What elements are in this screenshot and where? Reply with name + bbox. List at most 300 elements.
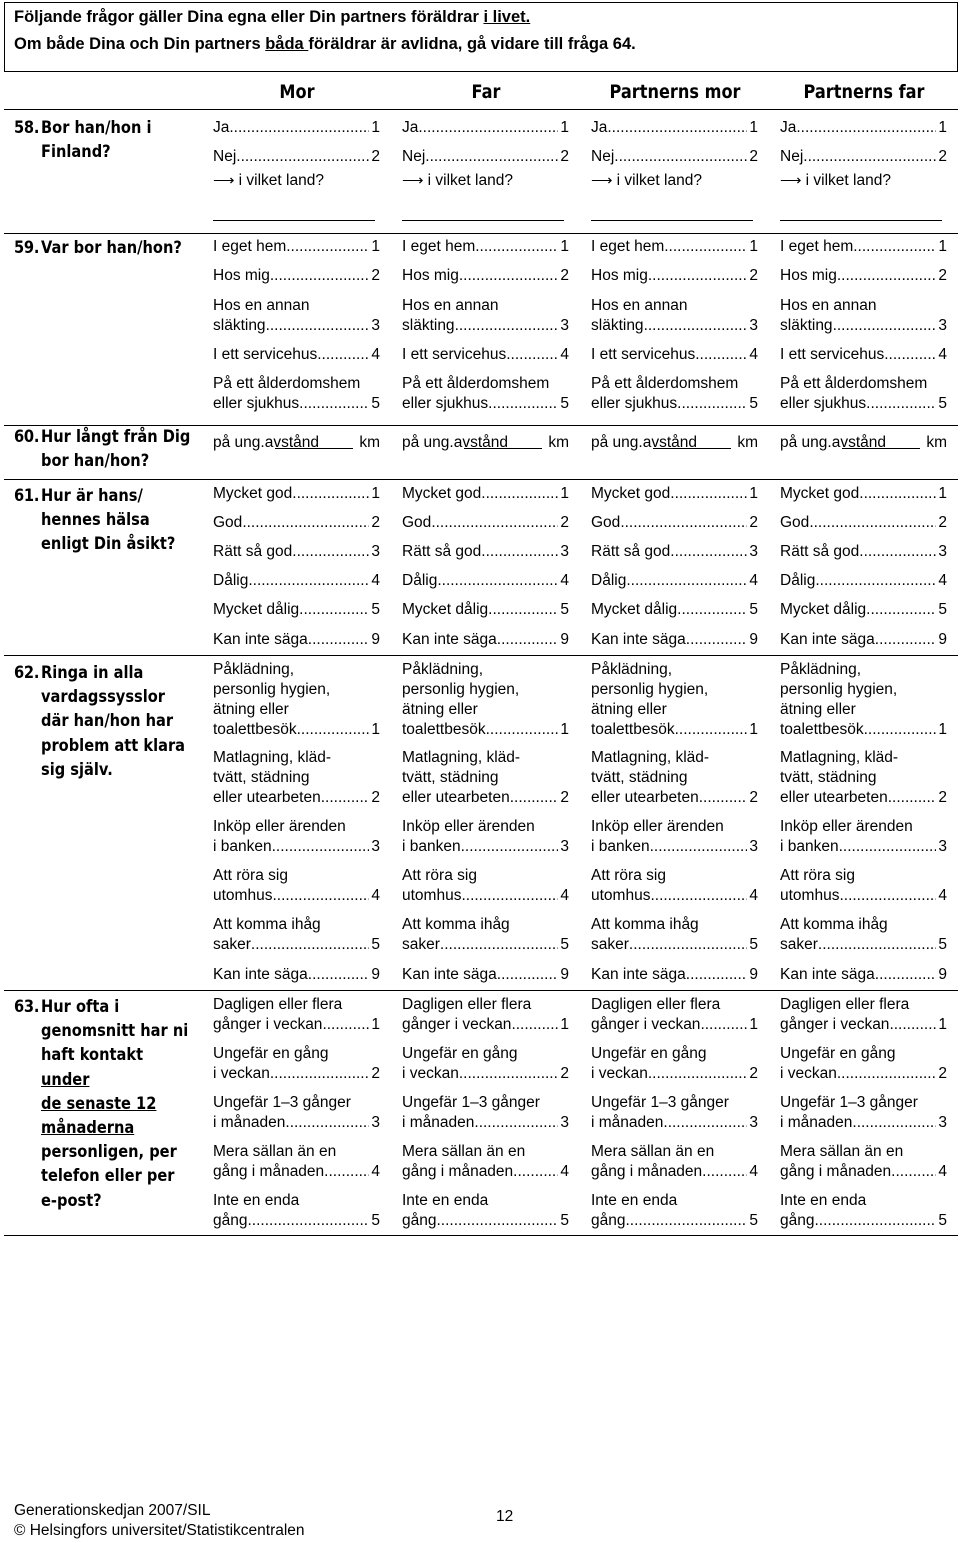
option-code: 3 [938,317,947,334]
option-line [591,345,758,365]
option-label: I ett servicehus [780,346,885,363]
option-text: Att komma ihåg [213,916,321,933]
q59-option-far[interactable] [402,345,569,365]
question-59-text [41,236,204,260]
question-number: 63. [14,997,40,1017]
q63-option-mor[interactable] [213,995,380,1035]
option-label: Kan inte säga [213,631,308,648]
dot-leader [875,965,937,985]
q61-option-far[interactable] [402,542,569,562]
option-text: ätning eller [402,701,478,718]
option-code: 9 [938,631,947,648]
q63-option-partnerns-far[interactable] [780,1191,947,1231]
option-label: Kan inte säga [780,631,875,648]
dot-leader [891,1162,936,1182]
option-code: 2 [371,267,380,284]
q58-option-mor[interactable] [213,118,380,138]
question-line: Var bor han/hon? [41,238,182,258]
q59-option-partnerns-far[interactable] [780,345,947,365]
option-label: God [780,514,810,531]
option-label: God [591,514,621,531]
option-line [591,237,758,257]
q61-option-mor[interactable] [213,484,380,504]
option-line [402,266,569,286]
dot-leader [803,147,936,167]
option-code: 5 [749,395,758,412]
dot-leader [663,1113,747,1133]
dot-leader [884,345,936,365]
option-line [213,886,380,906]
option-line [591,542,758,562]
q63-option-partnerns-mor[interactable] [591,1093,758,1133]
option-code: 5 [749,1212,758,1229]
q62-option-mor[interactable] [213,965,380,985]
q63-option-far[interactable] [402,1142,569,1182]
option-label: eller utearbeten [213,789,321,806]
question-58-text [41,116,204,164]
q63-option-far[interactable] [402,1191,569,1231]
q61-option-partnerns-far[interactable] [780,542,947,562]
q63-option-partnerns-mor[interactable] [591,1191,758,1231]
option-code: 4 [938,346,947,363]
option-line [213,266,380,286]
divider [4,233,958,234]
dot-leader [459,1064,559,1084]
q61-option-partnerns-mor[interactable] [591,484,758,504]
option-code: 5 [560,1212,569,1229]
q58-option-partnerns-mor[interactable] [591,118,758,138]
option-line [402,118,569,138]
q58-followup-partnerns-mor [591,171,702,190]
option-line [213,316,380,336]
q63-option-partnerns-mor[interactable] [591,1142,758,1182]
option-text: Inköp eller ärenden [213,818,346,835]
option-text: Mera sällan än en [780,1143,904,1160]
option-line [780,542,947,562]
option-label: eller utearbeten [591,789,699,806]
q62-option-partnerns-far[interactable] [780,866,947,906]
q60-distance-mor[interactable] [213,433,380,453]
q61-option-mor[interactable] [213,571,380,591]
option-label: gång [591,1212,626,1229]
q61-option-far[interactable] [402,630,569,650]
q61-option-partnerns-mor[interactable] [591,600,758,620]
q62-option-mor[interactable] [213,748,380,808]
option-line [213,237,380,257]
option-line [591,965,758,985]
q62-option-partnerns-far[interactable] [780,915,947,955]
option-text: Matlagning, kläd- [213,749,332,766]
option-text: Inte en enda [591,1192,678,1209]
dot-leader [814,1211,936,1231]
option-code: 2 [371,789,380,806]
followup-label: i vilket land? [238,172,324,189]
q63-option-far[interactable] [402,1044,569,1084]
question-emphasis: under [41,1069,90,1090]
distance-input[interactable] [275,448,353,449]
q61-option-partnerns-far[interactable] [780,571,947,591]
q59-option-mor[interactable] [213,296,380,336]
q59-option-partnerns-far[interactable] [780,374,947,414]
dot-leader [626,571,747,591]
q59-option-partnerns-mor[interactable] [591,374,758,414]
q63-option-partnerns-far[interactable] [780,1044,947,1084]
dot-leader [648,1064,748,1084]
q63-option-partnerns-far[interactable] [780,995,947,1035]
question-line [41,1092,204,1116]
dot-leader [796,118,936,138]
option-line [780,1015,947,1035]
option-label: i veckan [591,1065,648,1082]
dot-leader [425,147,558,167]
q62-option-partnerns-far[interactable] [780,817,947,857]
q62-option-far[interactable] [402,748,569,808]
footer-copyright: © Helsingfors universitet/Statistikcentralen [14,1522,305,1539]
option-label: I eget hem [591,238,665,255]
option-code: 3 [749,1114,758,1131]
option-line [780,147,947,167]
dot-leader [308,965,370,985]
dot-leader [440,935,558,955]
question-fragment: haft kontakt [41,1045,144,1066]
q60-distance-far[interactable] [402,433,569,453]
q61-option-mor[interactable] [213,513,380,533]
option-line [402,720,569,740]
q59-option-mor[interactable] [213,266,380,286]
option-text: Inköp eller ärenden [591,818,724,835]
dot-leader [866,600,936,620]
dot-leader [488,394,558,414]
option-line [591,720,758,740]
q63-option-mor[interactable] [213,1044,380,1084]
q58-option-partnerns-far[interactable] [780,147,947,167]
q62-option-far[interactable] [402,866,569,906]
option-label: Nej [591,148,615,165]
q61-option-partnerns-far[interactable] [780,600,947,620]
option-label: Hos mig [402,267,459,284]
option-label: God [213,514,243,531]
q60-distance-partnerns-far[interactable] [780,433,947,453]
option-label: i banken [402,838,461,855]
q59-option-partnerns-mor[interactable] [591,237,758,257]
dot-leader [629,935,747,955]
option-line [780,513,947,533]
option-line [591,630,758,650]
option-line [213,345,380,365]
dot-leader [322,1015,369,1035]
q58-option-partnerns-mor[interactable] [591,147,758,167]
divider [4,655,958,656]
q59-option-far[interactable] [402,237,569,257]
question-line: där han/hon har [41,711,174,732]
q62-option-partnerns-far[interactable] [780,748,947,808]
q62-option-partnerns-mor[interactable] [591,866,758,906]
option-label: i banken [780,838,839,855]
distance-input[interactable] [842,448,920,449]
dot-leader [670,484,747,504]
q61-option-partnerns-mor[interactable] [591,542,758,562]
q61-option-partnerns-mor[interactable] [591,513,758,533]
option-line [402,886,569,906]
option-code: 1 [560,119,569,136]
q62-option-partnerns-mor[interactable] [591,817,758,857]
q59-option-partnerns-mor[interactable] [591,296,758,336]
q59-option-mor[interactable] [213,345,380,365]
option-line [213,542,380,562]
q59-option-far[interactable] [402,296,569,336]
country-input-mor[interactable] [213,220,375,221]
option-label: saker [780,936,818,953]
option-text: Dagligen eller flera [402,996,532,1013]
option-text: personlig hygien, [213,681,331,698]
dot-leader [677,394,747,414]
option-code: 1 [371,238,380,255]
option-code: 9 [371,966,380,983]
distance-input[interactable] [653,448,731,449]
option-line [591,837,758,857]
dot-leader [625,1211,747,1231]
distance-unit: km [737,434,758,451]
option-line [402,965,569,985]
q60-distance-partnerns-mor[interactable] [591,433,758,453]
option-label: i månaden [402,1114,475,1131]
q59-option-far[interactable] [402,374,569,414]
option-label: Nej [402,148,426,165]
q63-option-mor[interactable] [213,1191,380,1231]
q61-option-partnerns-far[interactable] [780,630,947,650]
option-line [591,1113,758,1133]
option-label: God [402,514,432,531]
option-code: 4 [938,887,947,904]
option-label: saker [591,936,629,953]
q58-option-partnerns-far[interactable] [780,118,947,138]
option-code: 4 [938,572,947,589]
q62-option-far[interactable] [402,965,569,985]
option-label: Ja [213,119,230,136]
dot-leader [511,1015,558,1035]
option-label: Hos mig [780,267,837,284]
q58-option-far[interactable] [402,118,569,138]
q61-option-far[interactable] [402,484,569,504]
option-line [780,1162,947,1182]
option-label: gånger i veckan [591,1016,701,1033]
question-line: Finland? [41,142,111,163]
option-label: toalettbesök [402,721,486,738]
country-input-partnerns-mor[interactable] [591,220,753,221]
instruction-emphasis: i livet. [483,8,531,26]
q62-option-far[interactable] [402,817,569,857]
option-line [591,266,758,286]
option-code: 3 [371,1114,380,1131]
option-label: gång i månaden [402,1163,514,1180]
option-label: Ja [402,119,419,136]
q59-option-partnerns-mor[interactable] [591,266,758,286]
q61-option-far[interactable] [402,600,569,620]
dot-leader [620,513,747,533]
option-line [780,266,947,286]
option-label: I ett servicehus [213,346,318,363]
option-code: 2 [938,1065,947,1082]
q63-option-partnerns-far[interactable] [780,1142,947,1182]
q61-option-mor[interactable] [213,542,380,562]
q59-option-partnerns-far[interactable] [780,237,947,257]
q62-option-mor[interactable] [213,660,380,740]
option-code: 4 [938,1163,947,1180]
option-label: utomhus [780,887,840,904]
dot-leader [699,788,748,808]
option-label: Hos mig [591,267,648,284]
option-code: 2 [371,1065,380,1082]
option-code: 5 [938,601,947,618]
option-code: 4 [749,346,758,363]
q59-option-mor[interactable] [213,374,380,414]
dot-leader [242,513,369,533]
option-code: 1 [371,721,380,738]
q61-option-partnerns-mor[interactable] [591,630,758,650]
option-code: 4 [371,887,380,904]
option-code: 4 [749,887,758,904]
option-label: Rätt så god [591,543,671,560]
dot-leader [853,237,936,257]
option-text: Matlagning, kläd- [591,749,710,766]
dot-leader [251,935,369,955]
option-line [591,118,758,138]
q63-option-mor[interactable] [213,1093,380,1133]
option-line [213,571,380,591]
question-line: telefon eller per [41,1166,175,1187]
option-line [402,571,569,591]
q62-option-mor[interactable] [213,817,380,857]
question-line: problem att klara [41,735,186,756]
q59-option-partnerns-far[interactable] [780,266,947,286]
option-label: Nej [780,148,804,165]
option-code: 4 [560,887,569,904]
option-label: gång i månaden [591,1163,703,1180]
q61-option-far[interactable] [402,513,569,533]
option-code: 5 [560,601,569,618]
option-line [402,316,569,336]
q59-option-mor[interactable] [213,237,380,257]
dot-leader [292,484,369,504]
option-text: personlig hygien, [780,681,898,698]
option-line [591,1211,758,1231]
option-code: 3 [371,838,380,855]
q62-option-partnerns-mor[interactable] [591,748,758,808]
option-code: 1 [749,119,758,136]
q61-option-partnerns-mor[interactable] [591,571,758,591]
option-text: ätning eller [591,701,667,718]
q61-option-partnerns-far[interactable] [780,484,947,504]
q58-option-mor[interactable] [213,147,380,167]
option-code: 2 [560,1065,569,1082]
option-label: i månaden [780,1114,853,1131]
q63-option-far[interactable] [402,995,569,1035]
dot-leader [475,237,558,257]
option-line [402,1064,569,1084]
q62-option-far[interactable] [402,660,569,740]
country-input-partnerns-far[interactable] [780,220,942,221]
option-text: Ungefär 1–3 gånger [402,1094,540,1111]
divider [4,1235,958,1236]
column-header-mor: Mor [279,81,315,103]
option-code: 1 [938,721,947,738]
question-line: personligen, per [41,1142,177,1163]
option-code: 4 [560,572,569,589]
q63-option-partnerns-mor[interactable] [591,995,758,1035]
q59-option-partnerns-far[interactable] [780,296,947,336]
dot-leader [670,542,747,562]
dot-leader [247,1211,369,1231]
divider [4,479,958,480]
dot-leader [488,600,558,620]
option-label: Mycket god [213,485,293,502]
option-code: 1 [938,238,947,255]
option-label: i banken [213,838,272,855]
dot-leader [833,316,937,336]
q62-option-partnerns-far[interactable] [780,660,947,740]
option-text: Matlagning, kläd- [402,749,521,766]
q62-option-mor[interactable] [213,915,380,955]
q61-option-mor[interactable] [213,600,380,620]
dot-leader [695,345,747,365]
option-code: 1 [749,485,758,502]
option-line [402,147,569,167]
country-input-far[interactable] [402,220,564,221]
q63-option-partnerns-mor[interactable] [591,1044,758,1084]
option-code: 5 [749,936,758,953]
q59-option-far[interactable] [402,266,569,286]
q63-option-far[interactable] [402,1093,569,1133]
question-number: 59. [14,238,40,258]
option-line [213,837,380,857]
q61-option-partnerns-far[interactable] [780,513,947,533]
question-emphasis: de senaste 12 [41,1093,157,1114]
option-line [402,484,569,504]
option-code: 4 [560,346,569,363]
question-line: Bor han/hon i [41,118,152,138]
option-label: gång [780,1212,815,1229]
option-text: Dagligen eller flera [780,996,910,1013]
q62-option-partnerns-mor[interactable] [591,660,758,740]
option-code: 3 [560,317,569,334]
q59-option-partnerns-mor[interactable] [591,345,758,365]
option-code: 2 [749,148,758,165]
option-code: 5 [938,395,947,412]
q61-option-mor[interactable] [213,630,380,650]
q62-option-partnerns-mor[interactable] [591,965,758,985]
q63-option-partnerns-far[interactable] [780,1093,947,1133]
q62-option-far[interactable] [402,915,569,955]
distance-prefix: på ung. [402,434,454,451]
option-label: i månaden [213,1114,286,1131]
q62-option-partnerns-mor[interactable] [591,915,758,955]
option-line [591,788,758,808]
q58-option-far[interactable] [402,147,569,167]
option-line [402,513,569,533]
q62-option-partnerns-far[interactable] [780,965,947,985]
dot-leader [815,571,936,591]
question-line: enligt Din åsikt? [41,534,176,555]
dot-leader [702,1162,747,1182]
option-code: 3 [938,543,947,560]
option-label: eller sjukhus [402,395,489,412]
q63-option-mor[interactable] [213,1142,380,1182]
distance-input[interactable] [464,448,542,449]
option-code: 3 [938,1114,947,1131]
option-text: Att komma ihåg [780,916,888,933]
q61-option-far[interactable] [402,571,569,591]
q62-option-mor[interactable] [213,866,380,906]
